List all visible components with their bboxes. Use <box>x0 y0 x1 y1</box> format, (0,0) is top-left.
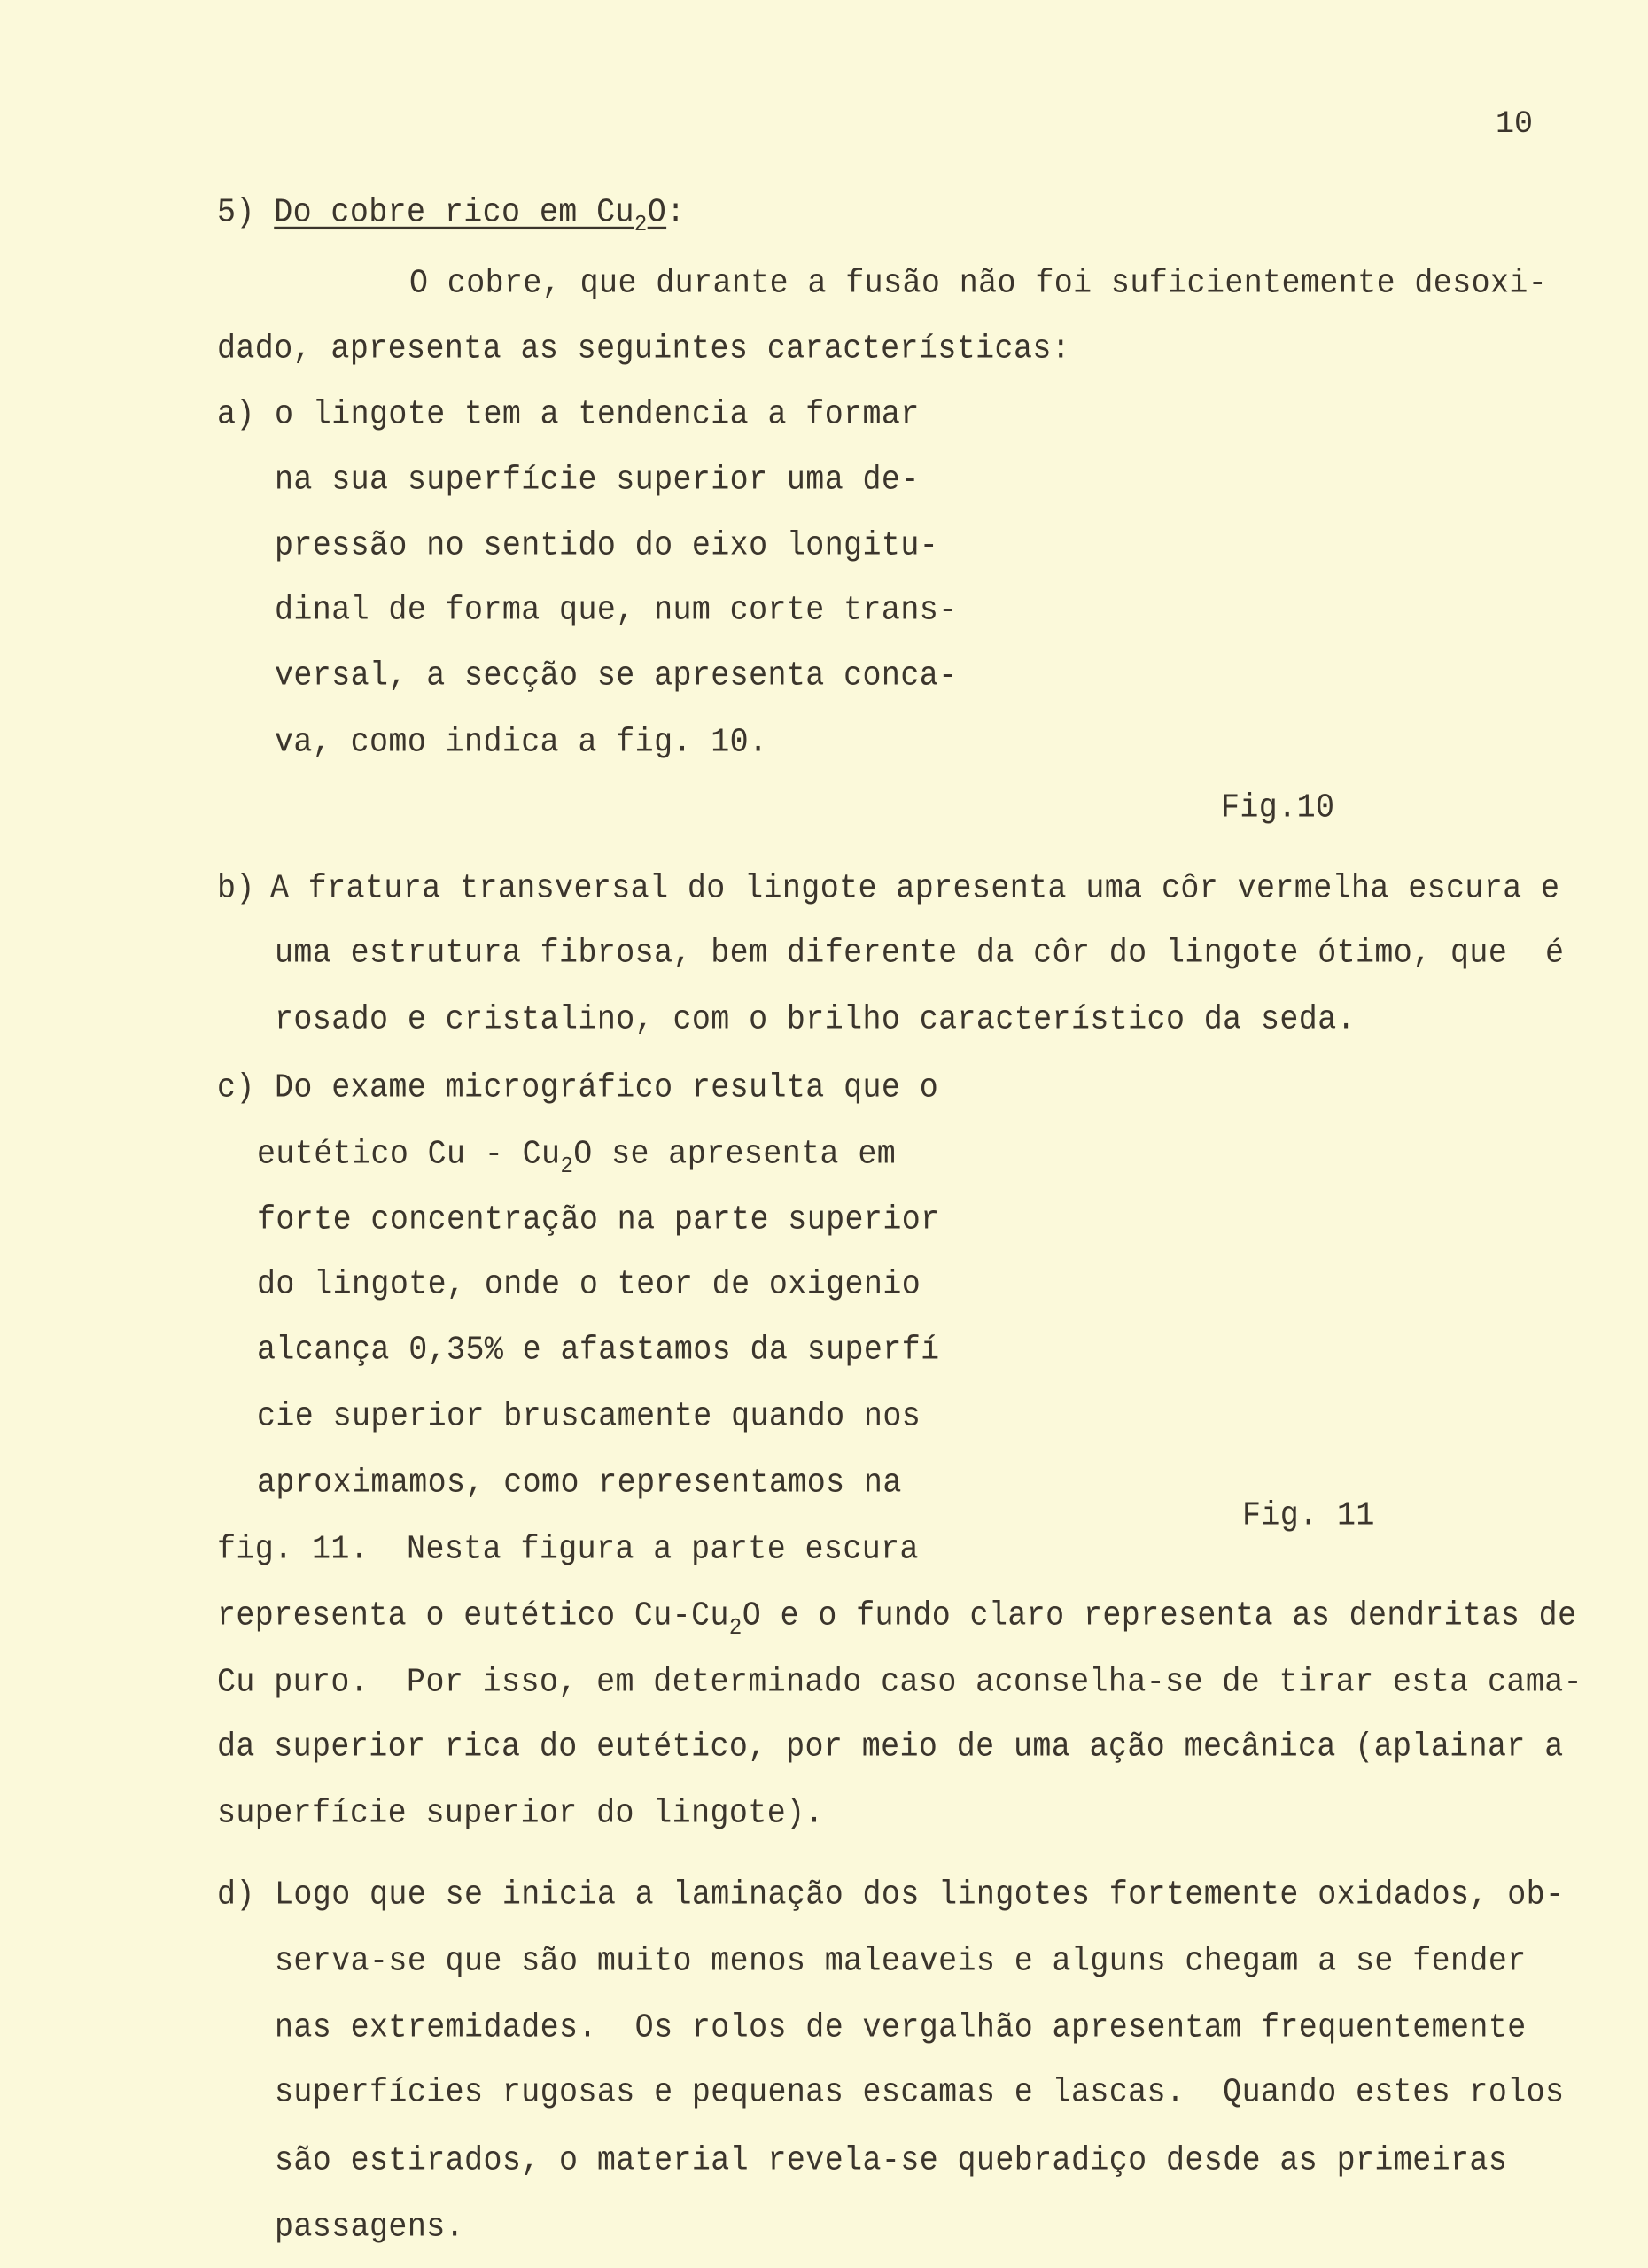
paragraph-line: pressão no sentido do eixo longitu- <box>275 526 939 565</box>
paragraph-line: Do exame micrográfico resulta que o <box>275 1068 939 1107</box>
paragraph-line: superfície superior do lingote). <box>217 1794 824 1833</box>
paragraph-line: versal, a secção se apresenta conca- <box>275 656 958 695</box>
paragraph-line: superfícies rugosas e pequenas escamas e lascas. Quando estes rolos <box>275 2073 1565 2112</box>
paragraph-line: do lingote, onde o teor de oxigenio <box>257 1265 921 1304</box>
paragraph-line: dinal de forma que, num corte trans- <box>275 591 958 630</box>
paragraph-line: são estirados, o material revela-se quebradiço desde as primeiras <box>275 2141 1508 2180</box>
paragraph-line <box>217 1596 1577 1642</box>
section-number: 5) <box>217 193 255 232</box>
paragraph-line: nas extremidades. Os rolos de vergalhão apresentam frequentemente <box>275 2008 1527 2047</box>
paragraph-line: Cu puro. Por isso, em determinado caso aconselha-se de tirar esta cama- <box>217 1663 1583 1702</box>
page-number: 10 <box>1496 106 1534 142</box>
paragraph-line: o lingote tem a tendencia a formar <box>275 395 920 434</box>
subscript: 2 <box>560 1153 574 1180</box>
paragraph-line: fig. 11. Nesta figura a parte escura <box>217 1530 919 1569</box>
text: eutético Cu - Cu <box>257 1135 561 1174</box>
section-title <box>274 193 667 238</box>
subscript: 2 <box>728 1615 742 1642</box>
paragraph-line: A fratura transversal do lingote apresenta uma côr vermelha escura e <box>270 869 1560 908</box>
heading-colon: : <box>666 193 686 232</box>
paragraph-line: alcança 0,35% e afastamos da superfí <box>257 1331 940 1370</box>
text: O e o fundo claro representa as dendritas de <box>742 1596 1577 1635</box>
item-label-a: a) <box>217 395 255 434</box>
heading-text: Do cobre rico em Cu <box>274 193 634 232</box>
paragraph-line: Logo que se inicia a laminação dos lingotes fortemente oxidados, ob- <box>275 1876 1565 1915</box>
paragraph-line: uma estrutura fibrosa, bem diferente da côr do lingote ótimo, que é <box>275 934 1565 973</box>
heading-text: O <box>647 193 667 232</box>
figure-caption: Fig.10 <box>1221 788 1335 827</box>
paragraph-line: dado, apresenta as seguintes características: <box>217 330 1071 369</box>
paragraph-line: O cobre, que durante a fusão não foi suficientemente desoxi- <box>409 264 1548 303</box>
text: O se apresenta em <box>573 1135 897 1174</box>
item-label-c: c) <box>217 1068 255 1107</box>
paragraph-line: na sua superfície superior uma de- <box>275 461 920 500</box>
text: representa o eutético Cu-Cu <box>217 1596 729 1635</box>
paragraph-line: forte concentração na parte superior <box>257 1200 940 1239</box>
paragraph-line: da superior rica do eutético, por meio de uma ação mecânica (aplainar a <box>217 1728 1564 1767</box>
paragraph-line: va, como indica a fig. 10. <box>275 723 768 762</box>
paragraph-line: serva-se que são muito menos maleaveis e alguns chegam a se fender <box>275 1942 1527 1981</box>
paragraph-line <box>257 1135 897 1180</box>
paragraph-line: aproximamos, como representamos na <box>257 1464 902 1503</box>
paragraph-line: cie superior bruscamente quando nos <box>257 1397 921 1436</box>
subscript: 2 <box>634 212 648 238</box>
paragraph-line: passagens. <box>275 2208 465 2247</box>
section-heading <box>217 193 686 238</box>
item-label-d: d) <box>217 1876 255 1915</box>
item-label-b: b) <box>217 869 255 908</box>
figure-caption: Fig. 11 <box>1242 1496 1375 1535</box>
paragraph-line: rosado e cristalino, com o brilho característico da seda. <box>275 1000 1356 1039</box>
